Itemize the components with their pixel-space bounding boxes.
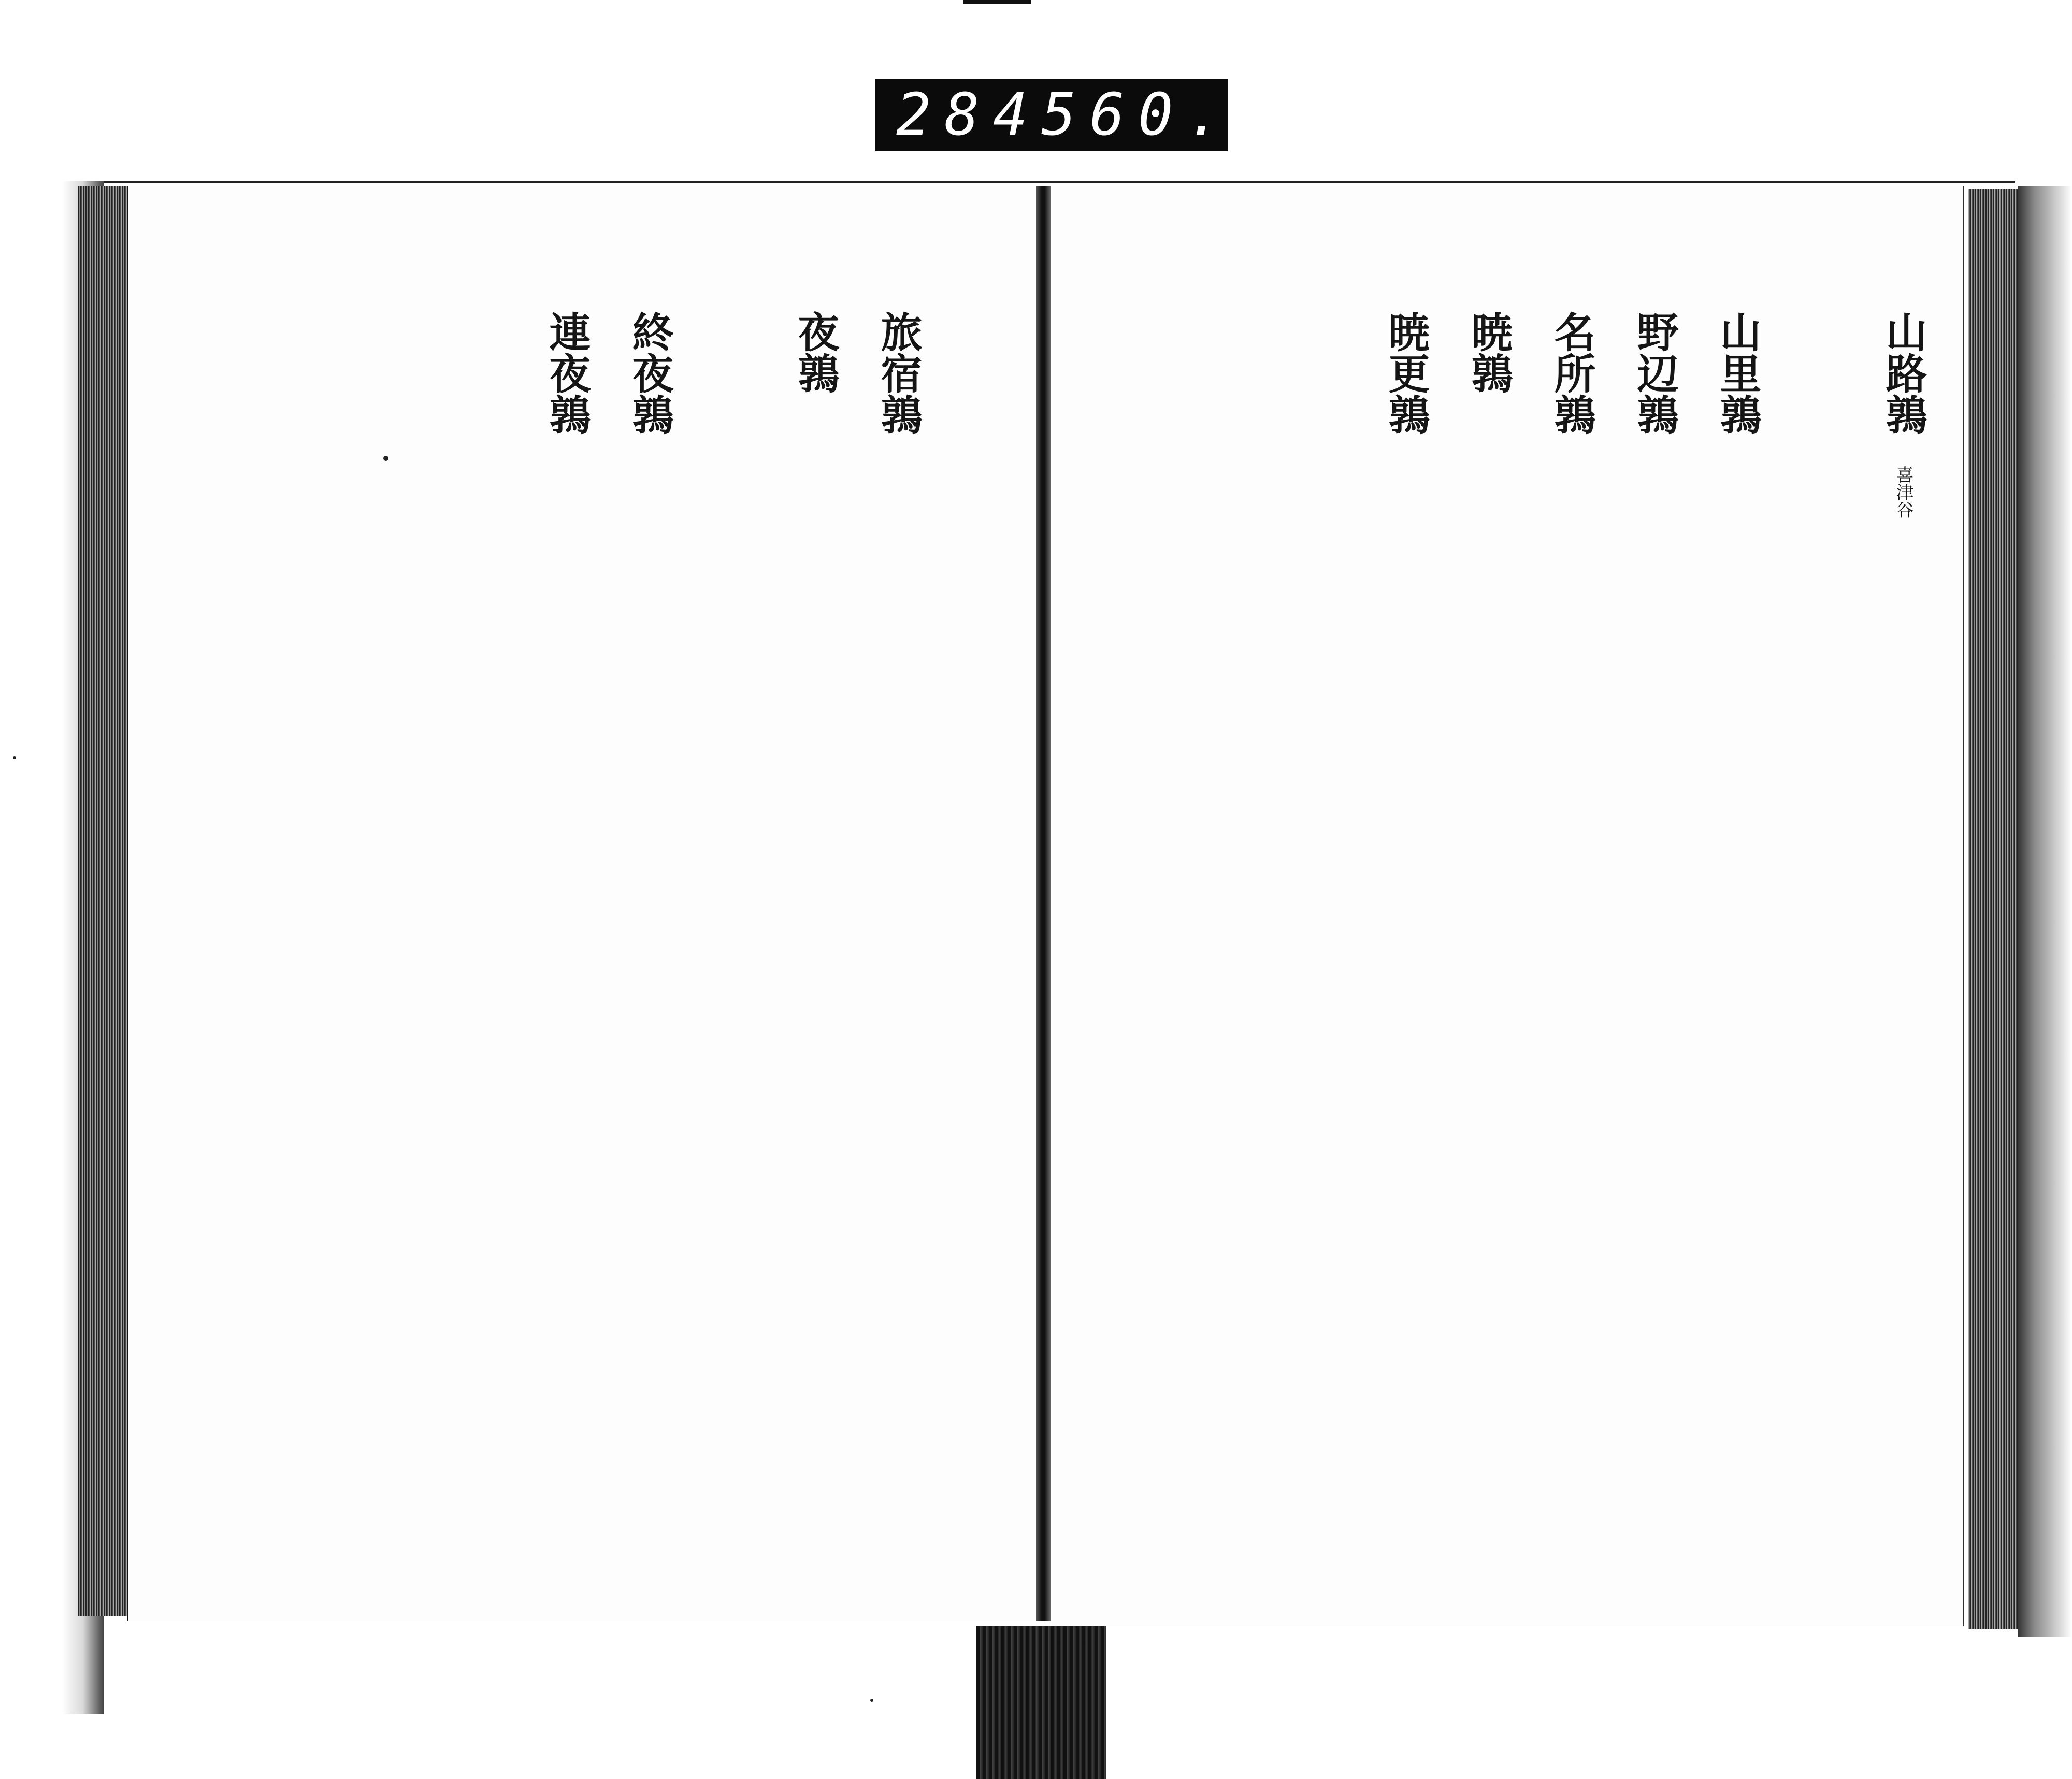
poem-note: 喜津谷 <box>1893 466 1913 518</box>
poem-column <box>176 311 259 1543</box>
poem-column <box>425 311 508 1543</box>
poem-title: 名所鶉 <box>1547 311 1596 435</box>
right-page-text <box>1077 311 1927 1543</box>
poem-column <box>259 311 342 1543</box>
poem-title: 終夜鶉 <box>625 311 674 435</box>
right-page-stack <box>1968 189 2018 1629</box>
ink-speck <box>383 456 388 461</box>
scan-label-strip <box>875 79 1235 151</box>
poem-column <box>922 311 1005 1543</box>
poem-column <box>1678 311 1761 1543</box>
poem-column <box>1761 311 1844 1543</box>
poem-title: 山里鶉 <box>1713 311 1762 435</box>
poem-column <box>342 311 425 1543</box>
scan-label-right-number: 560. <box>1041 81 1235 149</box>
poem-column <box>508 311 591 1543</box>
poem-column <box>1264 311 1347 1543</box>
ink-speck <box>870 1699 873 1702</box>
scan-label-left-number: 284 <box>896 81 1042 149</box>
book-top-edge <box>0 181 2015 183</box>
poem-column <box>1181 311 1264 1543</box>
poem-title: 野辺鶉 <box>1630 311 1679 435</box>
poem-column <box>839 311 922 1543</box>
poem-column <box>1347 311 1430 1543</box>
poem-column <box>1595 311 1678 1543</box>
poem-column <box>1844 311 1927 1543</box>
poem-column <box>673 311 756 1543</box>
poem-title: 暁更鶉 <box>1382 311 1430 435</box>
book-gutter <box>1036 186 1051 1621</box>
poem-title: 旅宿鶉 <box>874 311 923 435</box>
poem-column <box>1430 311 1513 1543</box>
left-page-text <box>155 311 1005 1543</box>
poem-title: 山路鶉 <box>1879 311 1927 435</box>
spine-bottom <box>976 1626 1106 1779</box>
poem-column <box>591 311 673 1543</box>
poem-column <box>756 311 839 1543</box>
poem-title: 連夜鶉 <box>542 311 591 435</box>
right-cover <box>2018 186 2072 1637</box>
left-page-stack <box>78 186 127 1616</box>
poem-column <box>1098 311 1181 1543</box>
ink-speck <box>13 756 16 759</box>
poem-column <box>1513 311 1595 1543</box>
top-edge-mark <box>963 0 1031 4</box>
poem-title: 夜鶉 <box>791 311 840 394</box>
poem-title: 暁鶉 <box>1464 311 1513 394</box>
